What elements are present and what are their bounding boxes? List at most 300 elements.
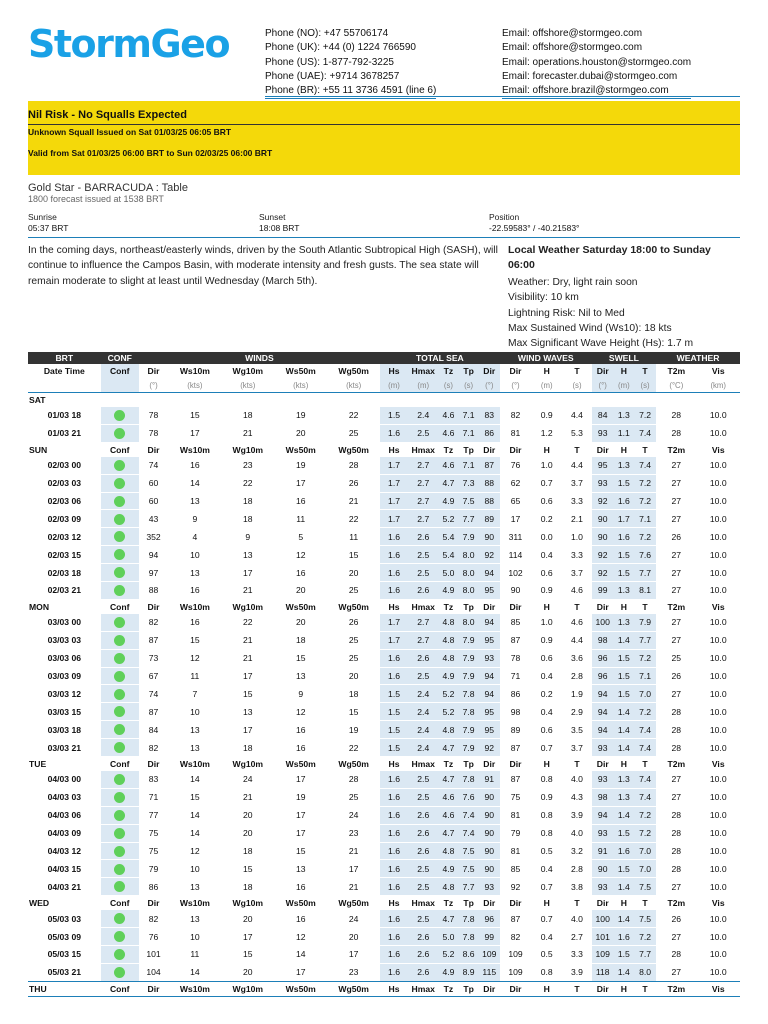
unit-cell: (s) <box>438 378 458 393</box>
value-cell: 22 <box>327 510 379 528</box>
confidence-dot-icon <box>114 706 125 717</box>
value-cell: 18 <box>222 739 274 757</box>
value-cell: 90 <box>479 860 500 878</box>
value-cell: 1.4 <box>614 910 634 927</box>
banner-divider <box>28 124 740 125</box>
value-cell: 84 <box>139 721 168 739</box>
day-column-header: H <box>614 981 634 996</box>
value-cell: 13 <box>168 910 221 927</box>
value-cell: 2.6 <box>408 806 438 824</box>
value-cell: 65 <box>500 492 531 510</box>
day-column-header: Tp <box>459 599 479 614</box>
value-cell: 88 <box>479 492 500 510</box>
value-cell: 13 <box>168 739 221 757</box>
day-column-header: T <box>634 599 656 614</box>
table-row <box>28 510 740 528</box>
value-cell: 28 <box>656 703 696 721</box>
value-cell: 311 <box>500 528 531 546</box>
value-cell: 97 <box>139 564 168 582</box>
table-row <box>28 703 740 721</box>
header-divider <box>265 96 740 97</box>
value-cell: 7.2 <box>634 824 656 842</box>
value-cell: 10.0 <box>696 685 740 703</box>
unit-cell: (m) <box>540 380 553 390</box>
email-line: Email: operations.houston@stormgeo.com <box>502 56 692 68</box>
value-cell: 21 <box>327 878 379 896</box>
unit-cell: (°) <box>479 378 500 393</box>
value-cell: 1.4 <box>614 721 634 739</box>
value-cell: 2.6 <box>408 649 438 667</box>
value-cell: 1.6 <box>380 564 408 582</box>
group-header-brt: BRT <box>28 352 101 364</box>
day-spacer <box>139 393 168 408</box>
value-cell: 7.4 <box>634 771 656 788</box>
value-cell: 4.0 <box>562 910 591 927</box>
day-column-header: Ws10m <box>168 757 221 772</box>
value-cell: 7.2 <box>634 474 656 492</box>
day-column-header: Tz <box>438 757 458 772</box>
value-cell: 3.5 <box>562 721 591 739</box>
value-cell: 4.6 <box>438 424 458 442</box>
local-weather-line: Lightning Risk: Nil to Med <box>508 307 625 319</box>
datetime-cell: 02/03 15 <box>28 546 101 564</box>
value-cell: 2.6 <box>408 824 438 842</box>
value-cell: 93 <box>479 649 500 667</box>
conf-cell <box>101 564 139 582</box>
value-cell: 83 <box>139 771 168 788</box>
day-column-header: Dir <box>592 896 614 911</box>
day-column-header: Wg50m <box>327 896 379 911</box>
value-cell: 17 <box>274 963 327 981</box>
group-header-weather: WEATHER <box>656 352 740 364</box>
value-cell: 13 <box>168 721 221 739</box>
phone-line: Phone (US): 1-877-792-3225 <box>265 56 394 68</box>
day-spacer <box>101 393 139 408</box>
day-column-header: Dir <box>592 599 614 614</box>
column-header: Dir <box>509 366 522 376</box>
conf-cell <box>101 528 139 546</box>
datetime-cell: 03/03 15 <box>28 703 101 721</box>
datetime-cell: 02/03 00 <box>28 457 101 474</box>
value-cell: 75 <box>500 788 531 806</box>
value-cell: 93 <box>592 739 614 757</box>
value-cell: 1.5 <box>614 685 634 703</box>
table-row <box>28 771 740 788</box>
value-cell: 4.9 <box>438 963 458 981</box>
value-cell: 90 <box>479 824 500 842</box>
value-cell: 0.6 <box>531 564 562 582</box>
value-cell: 109 <box>592 946 614 964</box>
value-cell: 78 <box>139 407 168 424</box>
value-cell: 10 <box>168 546 221 564</box>
value-cell: 4.6 <box>562 582 591 600</box>
value-cell: 7.9 <box>459 528 479 546</box>
value-cell: 7.7 <box>634 564 656 582</box>
conf-cell <box>101 457 139 474</box>
value-cell: 14 <box>168 963 221 981</box>
value-cell: 1.5 <box>380 721 408 739</box>
value-cell: 10.0 <box>696 771 740 788</box>
value-cell: 20 <box>222 910 274 927</box>
value-cell: 93 <box>592 824 614 842</box>
value-cell: 19 <box>274 788 327 806</box>
value-cell: 62 <box>500 474 531 492</box>
value-cell: 21 <box>222 582 274 600</box>
email-line: Email: forecaster.dubai@stormgeo.com <box>502 70 678 82</box>
value-cell: 27 <box>656 631 696 649</box>
value-cell: 90 <box>500 582 531 600</box>
value-cell: 0.7 <box>531 910 562 927</box>
value-cell: 0.8 <box>531 824 562 842</box>
value-cell: 10.0 <box>696 667 740 685</box>
value-cell: 0.7 <box>531 474 562 492</box>
value-cell: 10.0 <box>696 614 740 631</box>
value-cell: 28 <box>656 842 696 860</box>
value-cell: 17 <box>327 946 379 964</box>
conf-cell <box>101 407 139 424</box>
value-cell: 20 <box>327 667 379 685</box>
confidence-dot-icon <box>114 531 125 542</box>
table-row <box>28 492 740 510</box>
value-cell: 0.8 <box>531 771 562 788</box>
value-cell: 1.5 <box>614 546 634 564</box>
value-cell: 28 <box>327 457 379 474</box>
day-column-header: T2m <box>656 981 696 996</box>
column-header: Hmax <box>408 364 438 378</box>
value-cell: 15 <box>168 407 221 424</box>
unit-cell: (°) <box>511 380 520 390</box>
value-cell: 2.6 <box>408 842 438 860</box>
value-cell: 7.4 <box>634 788 656 806</box>
value-cell: 0.9 <box>531 788 562 806</box>
sunrise-info <box>28 212 68 234</box>
unit-cell: (kts) <box>293 380 309 390</box>
value-cell: 5 <box>274 528 327 546</box>
value-cell: 3.2 <box>562 842 591 860</box>
value-cell: 1.7 <box>380 492 408 510</box>
value-cell: 7.5 <box>459 842 479 860</box>
day-header-row <box>28 896 740 911</box>
value-cell: 71 <box>139 788 168 806</box>
datetime-cell: 04/03 12 <box>28 842 101 860</box>
value-cell: 2.6 <box>408 928 438 946</box>
position-info <box>489 212 579 234</box>
datetime-cell: 03/03 09 <box>28 667 101 685</box>
confidence-dot-icon <box>114 724 125 735</box>
day-spacer <box>327 393 379 408</box>
value-cell: 1.6 <box>380 771 408 788</box>
datetime-cell: 03/03 12 <box>28 685 101 703</box>
value-cell: 7.1 <box>459 424 479 442</box>
value-cell: 4.3 <box>562 788 591 806</box>
local-weather-panel <box>508 243 740 351</box>
value-cell: 92 <box>592 546 614 564</box>
value-cell: 88 <box>139 582 168 600</box>
value-cell: 7.2 <box>634 407 656 424</box>
value-cell: 15 <box>274 649 327 667</box>
day-column-header: Conf <box>101 442 139 457</box>
day-column-header: Tp <box>459 896 479 911</box>
day-column-header: Hs <box>380 599 408 614</box>
value-cell: 81 <box>500 842 531 860</box>
value-cell: 4.8 <box>438 649 458 667</box>
value-cell: 16 <box>168 614 221 631</box>
value-cell: 0.9 <box>531 631 562 649</box>
value-cell: 114 <box>500 546 531 564</box>
value-cell: 88 <box>479 474 500 492</box>
datetime-cell: 05/03 15 <box>28 946 101 964</box>
value-cell: 19 <box>274 407 327 424</box>
day-column-header: Hmax <box>408 599 438 614</box>
value-cell: 23 <box>327 824 379 842</box>
value-cell: 27 <box>656 582 696 600</box>
value-cell: 13 <box>274 860 327 878</box>
table-row <box>28 842 740 860</box>
value-cell: 23 <box>222 457 274 474</box>
confidence-dot-icon <box>114 864 125 875</box>
day-column-header: Dir <box>500 896 531 911</box>
day-column-header: Tp <box>459 757 479 772</box>
value-cell: 1.5 <box>614 667 634 685</box>
value-cell: 17 <box>222 667 274 685</box>
unit-cell: (kts) <box>346 380 362 390</box>
day-column-header: Dir <box>139 757 168 772</box>
value-cell: 27 <box>656 546 696 564</box>
day-column-header: Wg50m <box>327 599 379 614</box>
day-column-header: Dir <box>479 442 500 457</box>
datetime-cell: 01/03 18 <box>28 407 101 424</box>
value-cell: 10.0 <box>696 703 740 721</box>
day-column-header: Dir <box>592 981 614 996</box>
value-cell: 10.0 <box>696 457 740 474</box>
confidence-dot-icon <box>114 478 125 489</box>
value-cell: 20 <box>327 928 379 946</box>
value-cell: 2.1 <box>562 510 591 528</box>
value-cell: 20 <box>274 582 327 600</box>
day-column-header: H <box>614 896 634 911</box>
value-cell: 10.0 <box>696 510 740 528</box>
value-cell: 0.6 <box>531 492 562 510</box>
value-cell: 7.3 <box>459 474 479 492</box>
conf-cell <box>101 546 139 564</box>
unit-cell: (°) <box>592 378 614 393</box>
value-cell: 115 <box>479 963 500 981</box>
value-cell: 4.7 <box>438 824 458 842</box>
value-cell: 4.4 <box>562 457 591 474</box>
day-column-header: Conf <box>101 981 139 996</box>
value-cell: 0.5 <box>531 842 562 860</box>
value-cell: 90 <box>479 528 500 546</box>
confidence-dot-icon <box>114 671 125 682</box>
value-cell: 28 <box>327 771 379 788</box>
value-cell: 26 <box>656 667 696 685</box>
value-cell: 28 <box>656 739 696 757</box>
datetime-cell: 04/03 09 <box>28 824 101 842</box>
value-cell: 17 <box>274 771 327 788</box>
value-cell: 10.0 <box>696 806 740 824</box>
value-cell: 98 <box>592 631 614 649</box>
phone-line: Phone (UK): +44 (0) 1224 766590 <box>265 42 416 54</box>
value-cell: 17 <box>274 824 327 842</box>
value-cell: 101 <box>139 946 168 964</box>
value-cell: 17 <box>274 806 327 824</box>
value-cell: 2.6 <box>408 963 438 981</box>
value-cell: 0.9 <box>531 407 562 424</box>
day-column-header: Wg10m <box>222 896 274 911</box>
value-cell: 7.1 <box>459 407 479 424</box>
value-cell: 27 <box>656 510 696 528</box>
day-spacer <box>168 393 221 408</box>
value-cell: 27 <box>656 878 696 896</box>
value-cell: 7.5 <box>634 878 656 896</box>
day-column-header: Dir <box>500 981 531 996</box>
value-cell: 4.8 <box>438 878 458 896</box>
day-column-header: Vis <box>696 442 740 457</box>
value-cell: 7.6 <box>634 546 656 564</box>
value-cell: 28 <box>656 824 696 842</box>
day-header-row <box>28 757 740 772</box>
day-label: MON <box>28 599 101 614</box>
value-cell: 96 <box>592 649 614 667</box>
value-cell: 4.9 <box>438 582 458 600</box>
value-cell: 0.7 <box>531 878 562 896</box>
value-cell: 1.5 <box>614 474 634 492</box>
value-cell: 16 <box>274 492 327 510</box>
value-cell: 2.7 <box>408 510 438 528</box>
value-cell: 75 <box>139 842 168 860</box>
unit-cell: (m) <box>380 378 408 393</box>
value-cell: 3.7 <box>562 739 591 757</box>
value-cell: 10.0 <box>696 788 740 806</box>
value-cell: 28 <box>656 860 696 878</box>
column-header: H <box>543 366 550 376</box>
day-column-header: Vis <box>696 599 740 614</box>
value-cell: 74 <box>139 457 168 474</box>
value-cell: 1.6 <box>380 842 408 860</box>
value-cell: 1.3 <box>614 614 634 631</box>
confidence-dot-icon <box>114 742 125 753</box>
day-column-header: H <box>531 981 562 996</box>
day-column-header: Wg50m <box>327 442 379 457</box>
value-cell: 27 <box>656 788 696 806</box>
value-cell: 1.5 <box>614 824 634 842</box>
value-cell: 67 <box>139 667 168 685</box>
conf-cell <box>101 963 139 981</box>
value-cell: 8.0 <box>459 614 479 631</box>
day-spacer <box>479 393 500 408</box>
value-cell: 7.8 <box>459 910 479 927</box>
value-cell: 1.5 <box>380 407 408 424</box>
value-cell: 89 <box>500 721 531 739</box>
value-cell: 101 <box>592 928 614 946</box>
table-row <box>28 860 740 878</box>
table-row <box>28 564 740 582</box>
value-cell: 73 <box>139 649 168 667</box>
value-cell: 3.9 <box>562 963 591 981</box>
datetime-cell: 03/03 21 <box>28 739 101 757</box>
day-column-header: Tz <box>438 981 458 996</box>
table-row <box>28 721 740 739</box>
value-cell: 10.0 <box>696 878 740 896</box>
value-cell: 4.7 <box>438 771 458 788</box>
value-cell: 18 <box>222 842 274 860</box>
day-column-header: T2m <box>656 442 696 457</box>
value-cell: 24 <box>327 910 379 927</box>
conf-cell <box>101 474 139 492</box>
value-cell: 25 <box>327 631 379 649</box>
value-cell: 95 <box>479 582 500 600</box>
value-cell: 0.9 <box>531 582 562 600</box>
value-cell: 10 <box>168 703 221 721</box>
value-cell: 15 <box>222 946 274 964</box>
day-column-header: Ws10m <box>168 981 221 996</box>
value-cell: 89 <box>479 510 500 528</box>
value-cell: 17 <box>327 860 379 878</box>
value-cell: 10.0 <box>696 842 740 860</box>
confidence-dot-icon <box>114 949 125 960</box>
value-cell: 98 <box>592 788 614 806</box>
value-cell: 7.1 <box>634 510 656 528</box>
day-label: SAT <box>28 393 101 408</box>
value-cell: 1.3 <box>614 407 634 424</box>
value-cell: 7.7 <box>634 631 656 649</box>
value-cell: 4.6 <box>438 407 458 424</box>
value-cell: 95 <box>479 721 500 739</box>
value-cell: 22 <box>327 407 379 424</box>
confidence-dot-icon <box>114 792 125 803</box>
email-contacts <box>502 27 691 99</box>
value-cell: 7.5 <box>459 860 479 878</box>
column-header: Tz <box>438 364 458 378</box>
value-cell: 22 <box>222 474 274 492</box>
value-cell: 1.4 <box>614 878 634 896</box>
value-cell: 94 <box>479 564 500 582</box>
table-row <box>28 546 740 564</box>
value-cell: 60 <box>139 492 168 510</box>
table-row <box>28 457 740 474</box>
group-header-total-sea: TOTAL SEA <box>380 352 500 364</box>
value-cell: 0.4 <box>531 860 562 878</box>
conf-cell <box>101 703 139 721</box>
day-column-header: Dir <box>139 599 168 614</box>
sunrise-label: Sunrise <box>28 212 57 222</box>
day-header-row <box>28 599 740 614</box>
value-cell: 11 <box>327 528 379 546</box>
value-cell: 12 <box>274 928 327 946</box>
day-column-header: Ws50m <box>274 442 327 457</box>
value-cell: 15 <box>222 685 274 703</box>
table-row <box>28 407 740 424</box>
datetime-cell: 04/03 03 <box>28 788 101 806</box>
day-column-header: Dir <box>479 599 500 614</box>
value-cell: 2.4 <box>408 685 438 703</box>
value-cell: 1.7 <box>380 474 408 492</box>
value-cell: 87 <box>500 910 531 927</box>
table-row <box>28 631 740 649</box>
value-cell: 10.0 <box>696 860 740 878</box>
table-row <box>28 424 740 442</box>
value-cell: 18 <box>222 407 274 424</box>
value-cell: 2.5 <box>408 910 438 927</box>
value-cell: 3.3 <box>562 546 591 564</box>
value-cell: 85 <box>500 614 531 631</box>
value-cell: 12 <box>168 842 221 860</box>
value-cell: 23 <box>327 963 379 981</box>
datetime-cell: 04/03 06 <box>28 806 101 824</box>
value-cell: 16 <box>274 721 327 739</box>
value-cell: 90 <box>592 860 614 878</box>
value-cell: 15 <box>327 546 379 564</box>
